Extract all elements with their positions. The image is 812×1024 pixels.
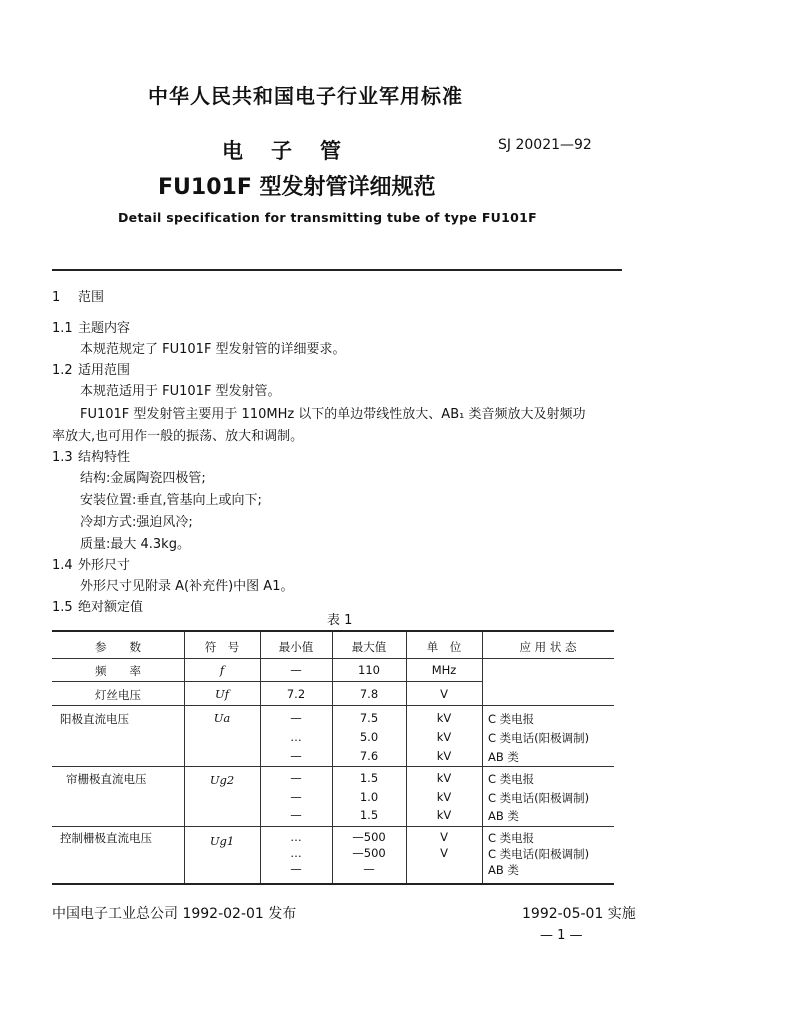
table-cell: 灯丝电压 [95,688,141,702]
table-cell: kV [436,711,452,725]
table-cell: kV [436,790,452,804]
table-cell: — [290,790,302,804]
table-cell: — [363,862,375,876]
table-cell: C 类电话(阳极调制) [488,847,590,861]
table-cell: 1.5 [359,771,379,785]
table-cell: C 类电报 [488,831,535,845]
document-subtitle: FU101F 型发射管详细规范 [158,175,436,200]
table-cell: … [290,730,302,744]
section-1-1: 1.1 主题内容 [52,321,131,336]
standard-number: SJ 20021—92 [498,137,592,153]
effective-date: 1992-05-01 实施 [522,906,636,922]
table-header: 最小值 [278,640,314,654]
table-caption: 表 1 [327,613,353,628]
table-header: 单 位 [426,640,462,654]
paragraph: 率放大,也可用作一般的振荡、放大和调制。 [52,429,304,444]
paragraph: 质量:最大 4.3kg。 [80,537,190,552]
table-cell: 阳极直流电压 [60,712,129,726]
table-cell: 7.6 [359,749,379,763]
section-1-5: 1.5 绝对额定值 [52,600,144,615]
table-cell: 1.0 [359,790,379,804]
table-cell: C 类电话(阳极调制) [488,791,590,805]
section-1-3: 1.3 结构特性 [52,450,131,465]
table-cell: V [440,687,448,701]
table-cell: — [290,862,302,876]
table-cell: AB 类 [488,750,519,764]
table-cell: Ug2 [209,773,235,787]
ratings-table [52,630,614,885]
document-title: 电子管 [222,139,369,163]
table-cell: — [290,808,302,822]
table-cell: f [219,663,225,677]
table-cell: AB 类 [488,809,519,823]
page-number: — 1 — [540,928,583,943]
table-cell: 7.2 [286,687,306,701]
table-cell: — [290,771,302,785]
english-title: Detail specification for transmitting tube of type FU101F [118,210,537,225]
table-cell: Uf [215,687,229,701]
table-cell: 控制栅极直流电压 [60,831,152,845]
table-cell: C 类电报 [488,772,535,786]
table-cell: C 类电报 [488,712,535,726]
issuer-line: 中国电子工业总公司 1992-02-01 发布 [52,906,297,922]
table-header: 符 号 [204,640,240,654]
table-cell: 5.0 [359,730,379,744]
paragraph: 外形尺寸见附录 A(补充件)中图 A1。 [80,579,294,594]
table-cell: Ua [213,711,231,725]
table-cell: kV [436,808,452,822]
table-cell: 1.5 [359,808,379,822]
table-cell: V [440,830,448,844]
table-cell: … [290,846,302,860]
paragraph: 安装位置:垂直,管基向上或向下; [80,493,262,508]
paragraph: 冷却方式:强迫风冷; [80,515,193,530]
table-header: 应 用 状 态 [519,640,577,654]
header-rule [52,269,622,271]
table-cell: 帘栅极直流电压 [66,772,147,786]
table-cell: 110 [358,663,380,677]
paragraph: FU101F 型发射管主要用于 110MHz 以下的单边带线性放大、AB₁ 类音频放大及射频功 [80,407,586,422]
paragraph: 本规范规定了 FU101F 型发射管的详细要求。 [80,342,346,357]
table-header: 最大值 [351,640,387,654]
table-cell: V [440,846,448,860]
table-cell: 7.8 [359,687,379,701]
table-cell: kV [436,730,452,744]
table-cell: kV [436,749,452,763]
table-cell: 频 率 [95,664,141,678]
section-1-2: 1.2 适用范围 [52,363,131,378]
table-header: 参 数 [95,640,141,654]
section-1-4: 1.4 外形尺寸 [52,558,131,573]
table-cell: —500 [352,830,386,844]
standard-organization: 中华人民共和国电子行业军用标准 [148,84,463,108]
table-cell: — [290,711,302,725]
table-cell: — [290,749,302,763]
table-cell: C 类电话(阳极调制) [488,731,590,745]
table-cell: — [290,663,302,677]
table-cell: —500 [352,846,386,860]
section-1: 1 范围 [52,290,105,305]
paragraph: 本规范适用于 FU101F 型发射管。 [80,384,281,399]
table-cell: Ug1 [209,834,235,848]
table-cell: kV [436,771,452,785]
table-cell: AB 类 [488,863,519,877]
paragraph: 结构:金属陶瓷四极管; [80,471,206,486]
table-cell: MHz [431,663,457,677]
table-cell: … [290,830,302,844]
table-cell: 7.5 [359,711,379,725]
